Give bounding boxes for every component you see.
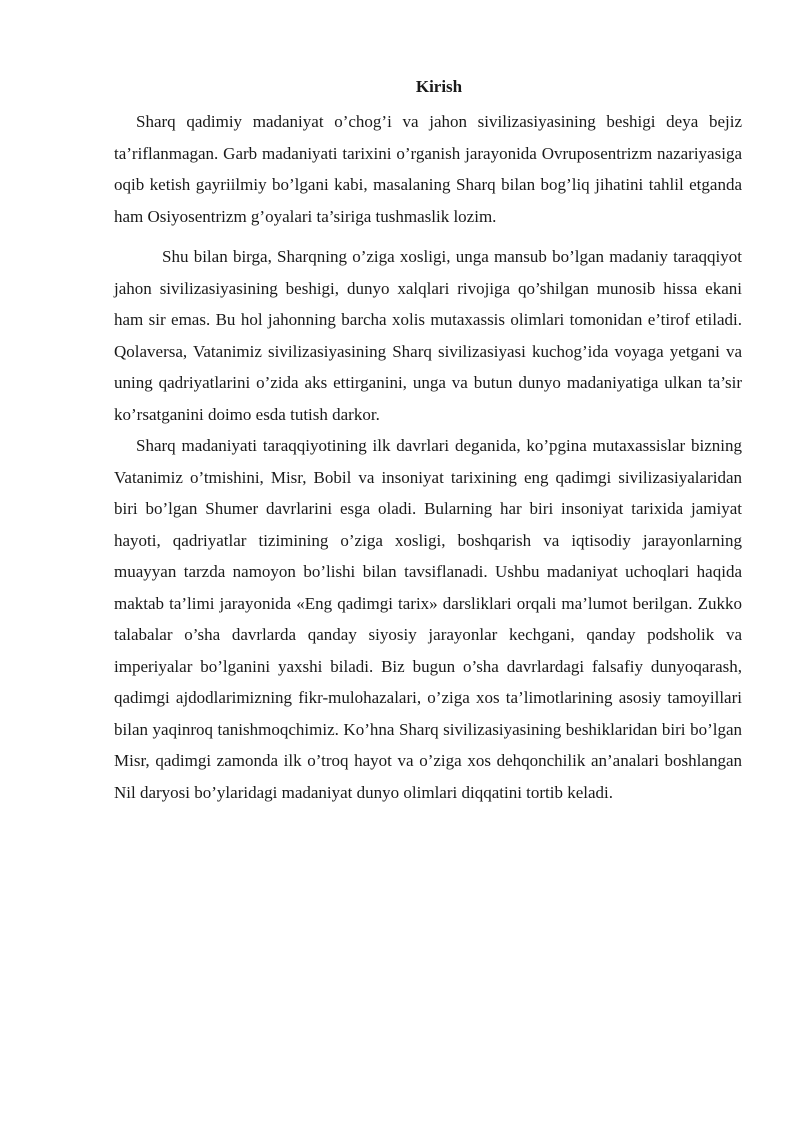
document-page: [114, 72, 742, 808]
page-title: Kirish: [415, 77, 463, 96]
paragraph-2: Shu bilan birga, Sharqning o’ziga xosligi, unga mansub bo’lgan madaniy taraqqiyot jahon sivilizasiyasining beshigi, dunyo xalqlari rivojiga qo’shilgan munosib hissa ekani ham sir emas. Bu hol jahonning barcha xolis mutaxassis olimlari tomonidan e’tirof etiladi. Qolaversa, Vatanimiz sivilizasiyasining Sharq sivilizasiyasi kuchog’ida voyaga yetgani va uning qadriyatlarini o’zida aks ettirganini, unga va butun dunyo madaniyatiga ulkan ta’sir ko’rsatganini doimo esda tutish darkor.: [114, 247, 742, 424]
paragraph-1: Sharq qadimiy madaniyat o’chog’i va jahon sivilizasiyasining beshigi deya bejiz ta’riflanmagan. Garb madaniyati tarixini o’rganish jarayonida Ovruposentrizm nazariyasiga oqib ketish gayriilmiy bo’lgani kabi, masalaning Sharq bilan bog’liq jihatini tahlil etganda ham Osiyosentrizm g’oyalari ta’siriga tushmaslik lozim.: [114, 112, 742, 226]
paragraph-3: Sharq madaniyati taraqqiyotining ilk davrlari deganida, ko’pgina mutaxassislar bizning Vatanimiz o’tmishini, Misr, Bobil va insoniyat tarixining eng qadimgi sivilizasiyalaridan biri bo’lgan Shumer davrlarini esga oladi. Bularning har biri insoniyat tarixida jamiyat hayoti, qadriyatlar tizimining o’ziga xosligi, boshqarish va iqtisodiy jarayonlarning muayyan tarzda namoyon bo’lishi bilan tavsiflanadi. Ushbu madaniyat uchoqlari haqida maktab ta’limi jarayonida «Eng qadimgi tarix» darsliklari orqali ma’lumot berilgan. Zukko talabalar o’sha davrlarda qanday siyosiy jarayonlar kechgani, qanday podsholik va imperiyalar bo’lganini yaxshi biladi. Biz bugun o’sha davrlardagi falsafiy dunyoqarash, qadimgi ajdodlarimizning fikr-mulohazalari, o’ziga xos ta’limotlarining asosiy tamoyillari bilan yaqinroq tanishmoqchimiz. Ko’hna Sharq sivilizasiyasining beshiklaridan biri bo’lgan Misr, qadimgi zamonda ilk o’troq hayot va o’ziga xos dehqonchilik an’analari boshlangan Nil daryosi bo’ylaridagi madaniyat dunyo olimlari diqqatini tortib keladi.: [114, 436, 742, 802]
